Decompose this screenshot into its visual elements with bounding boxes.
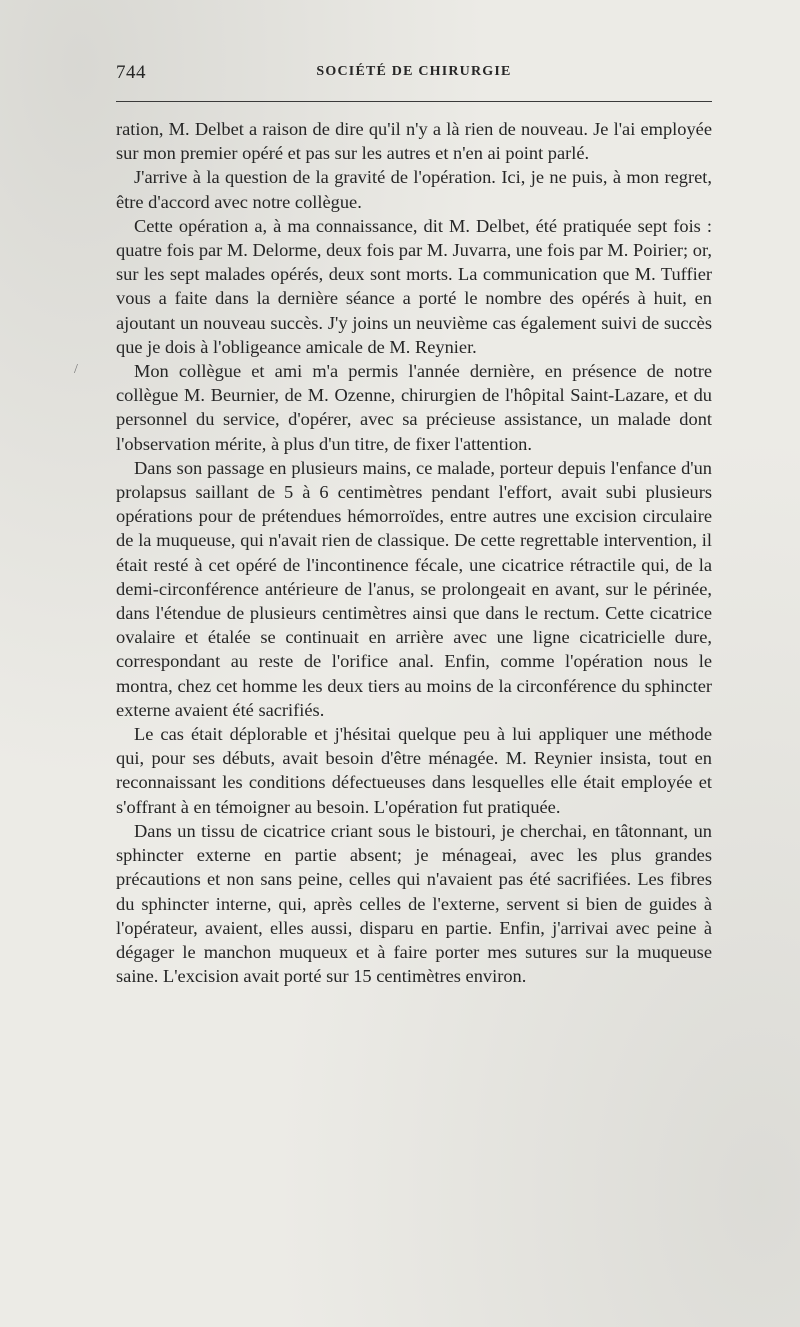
margin-pencil-mark: / [74, 362, 78, 377]
body-text [116, 117, 712, 988]
paragraph: Mon collègue et ami m'a permis l'année dernière, en présence de notre collègue M. Beurnier, de M. Ozenne, chirurgien de l'hôpital Saint-Lazare, et du personnel du service, d'opérer, avec sa précieuse assistance, un malade dont l'observation mérite, à plus d'un titre, de fixer l'attention. [116, 361, 712, 454]
running-title: SOCIÉTÉ DE CHIRURGIE [316, 64, 512, 79]
paragraph: Le cas était déplorable et j'hésitai quelque peu à lui appliquer une méthode qui, pour ses débuts, avait besoin d'être ménagée. M. Reynier insista, tout en reconnaissant les conditions défectueuses dans lesquelles elle était employée et s'offrant à en témoigner au besoin. L'opération fut pratiquée. [116, 724, 712, 817]
paragraph: J'arrive à la question de la gravité de l'opération. Ici, je ne puis, à mon regret, être d'accord avec notre collègue. [116, 167, 712, 212]
paragraph-continuation: ration, M. Delbet a raison de dire qu'il n'y a là rien de nouveau. Je l'ai employée sur mon premier opéré et pas sur les autres et n'en ai point parlé. [116, 119, 712, 164]
page-header [116, 62, 712, 90]
paragraph: Dans son passage en plusieurs mains, ce malade, porteur depuis l'enfance d'un prolapsus saillant de 5 à 6 centimètres pendant l'effort, avait subi plusieurs opérations pour de prétendues hémorroïdes, entre autres une excision circulaire de la muqueuse, qui n'avait rien de classique. De cette regrettable intervention, il était resté à cet opéré de l'incontinence fécale, une cicatrice rétractile qui, de la demi-circonférence antérieure de l'anus, se prolongeait en avant, sur le périnée, dans l'étendue de plusieurs centimètres ainsi que dans le rectum. Cette cicatrice ovalaire et étalée se continuait en arrière avec une ligne cicatricielle dure, correspondant au reste de l'orifice anal. Enfin, comme l'opération nous le montra, chez cet homme les deux tiers au moins de la circonférence du sphincter externe avaient été sacrifiés. [116, 457, 712, 720]
paragraph: Dans un tissu de cicatrice criant sous le bistouri, je cherchai, en tâtonnant, un sphincter externe en partie absent; je ménageai, avec les plus grandes précautions et non sans peine, celles qui n'avaient pas été sacrifiées. Les fibres du sphincter interne, qui, après celles de l'externe, servent si bien de guides à l'opérateur, avaient, elles aussi, disparu en partie. Enfin, j'arrivai avec peine à dégager le manchon muqueux et à faire porter mes sutures sur la muqueuse saine. L'excision avait porté sur 15 centimètres environ. [116, 820, 712, 987]
page-number: 744 [116, 62, 146, 83]
header-rule [116, 101, 712, 102]
paragraph: Cette opération a, à ma connaissance, dit M. Delbet, été pratiquée sept fois : quatre fois par M. Delorme, deux fois par M. Juvarra, une fois par M. Poirier; or, sur les sept malades opérés, deux sont morts. La communication que M. Tuffier vous a faite dans la dernière séance a porté le nombre des opérés à huit, en ajoutant un nouveau succès. J'y joins un neuvième cas également suivi de succès que je dois à l'obligeance amicale de M. Reynier. [116, 215, 712, 357]
